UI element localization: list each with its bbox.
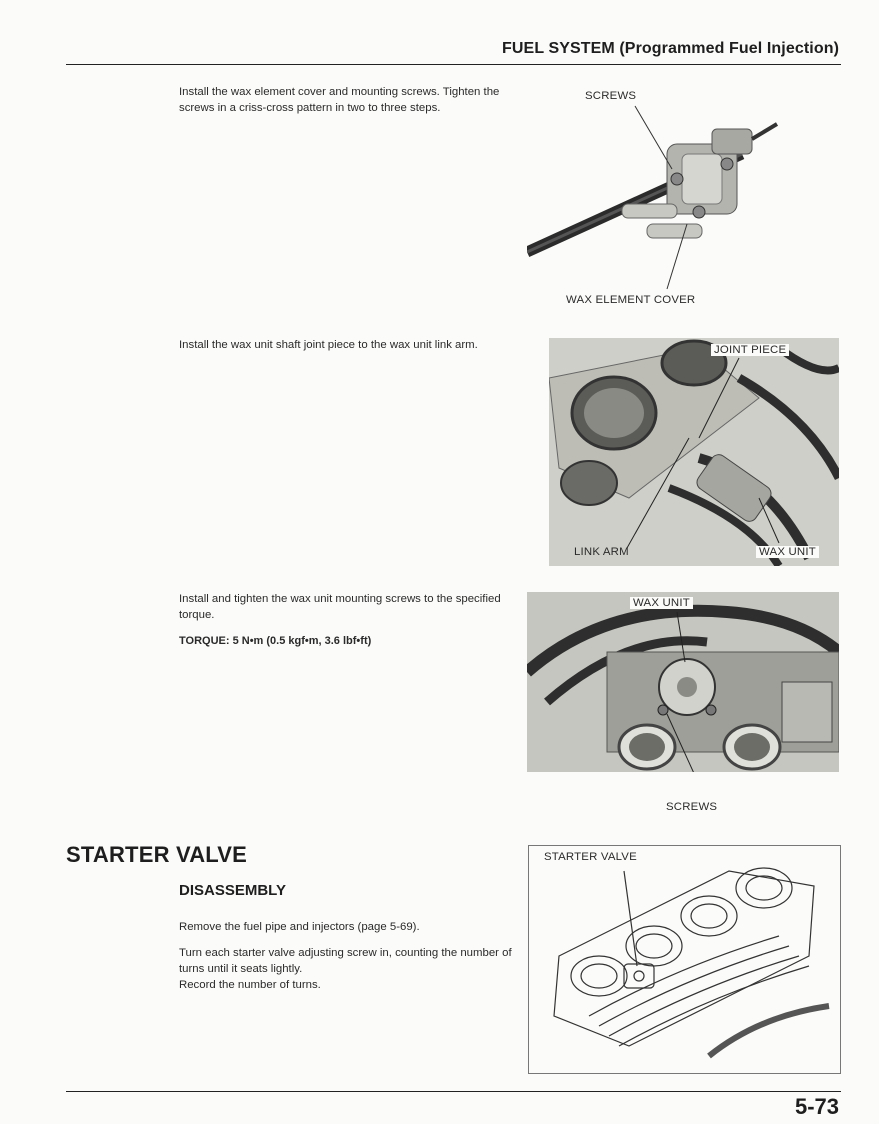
starter-valve-diagram [528, 845, 841, 1074]
chapter-header-title: FUEL SYSTEM (Programmed Fuel Injection) [502, 40, 839, 57]
label-screws-1: SCREWS [585, 90, 637, 102]
step-2-instruction: Install the wax unit shaft joint piece to the wax unit link arm. [179, 339, 478, 351]
step-2-text-block [179, 337, 514, 363]
step-3-instruction: Install and tighten the wax unit mounting screws to the specified torque. [179, 593, 501, 621]
label-wax-unit-1: WAX UNIT [756, 546, 819, 558]
label-link-arm: LINK ARM [574, 546, 629, 558]
section-text-block [179, 919, 514, 1003]
step-1-text-block [179, 84, 514, 126]
torque-spec: TORQUE: 5 N•m (0.5 kgf•m, 3.6 lbf•ft) [179, 635, 372, 647]
section-subtitle: DISASSEMBLY [179, 882, 286, 899]
instruction-record-turns: Record the number of turns. [179, 979, 321, 991]
label-wax-unit-2: WAX UNIT [630, 597, 693, 609]
section-title: STARTER VALVE [66, 842, 248, 867]
label-starter-valve: STARTER VALVE [544, 851, 637, 863]
footer-divider [66, 1091, 841, 1092]
label-wax-element-cover: WAX ELEMENT COVER [566, 294, 696, 306]
wax-element-cover-photo [527, 84, 839, 314]
instruction-turn-screw: Turn each starter valve adjusting screw in, counting the number of turns until it seats lightly. [179, 947, 512, 975]
wax-unit-mounting-photo [527, 592, 839, 772]
page-number: 5-73 [794, 1094, 839, 1119]
label-joint-piece: JOINT PIECE [711, 344, 789, 356]
header-divider [66, 64, 841, 65]
joint-piece-photo [549, 338, 839, 566]
label-screws-2: SCREWS [666, 801, 718, 813]
step-3-text-block [179, 591, 514, 659]
instruction-remove-fuel-pipe: Remove the fuel pipe and injectors (page 5-69). [179, 921, 420, 933]
step-1-instruction: Install the wax element cover and mounting screws. Tighten the screws in a criss-cross pattern in two to three steps. [179, 86, 500, 114]
